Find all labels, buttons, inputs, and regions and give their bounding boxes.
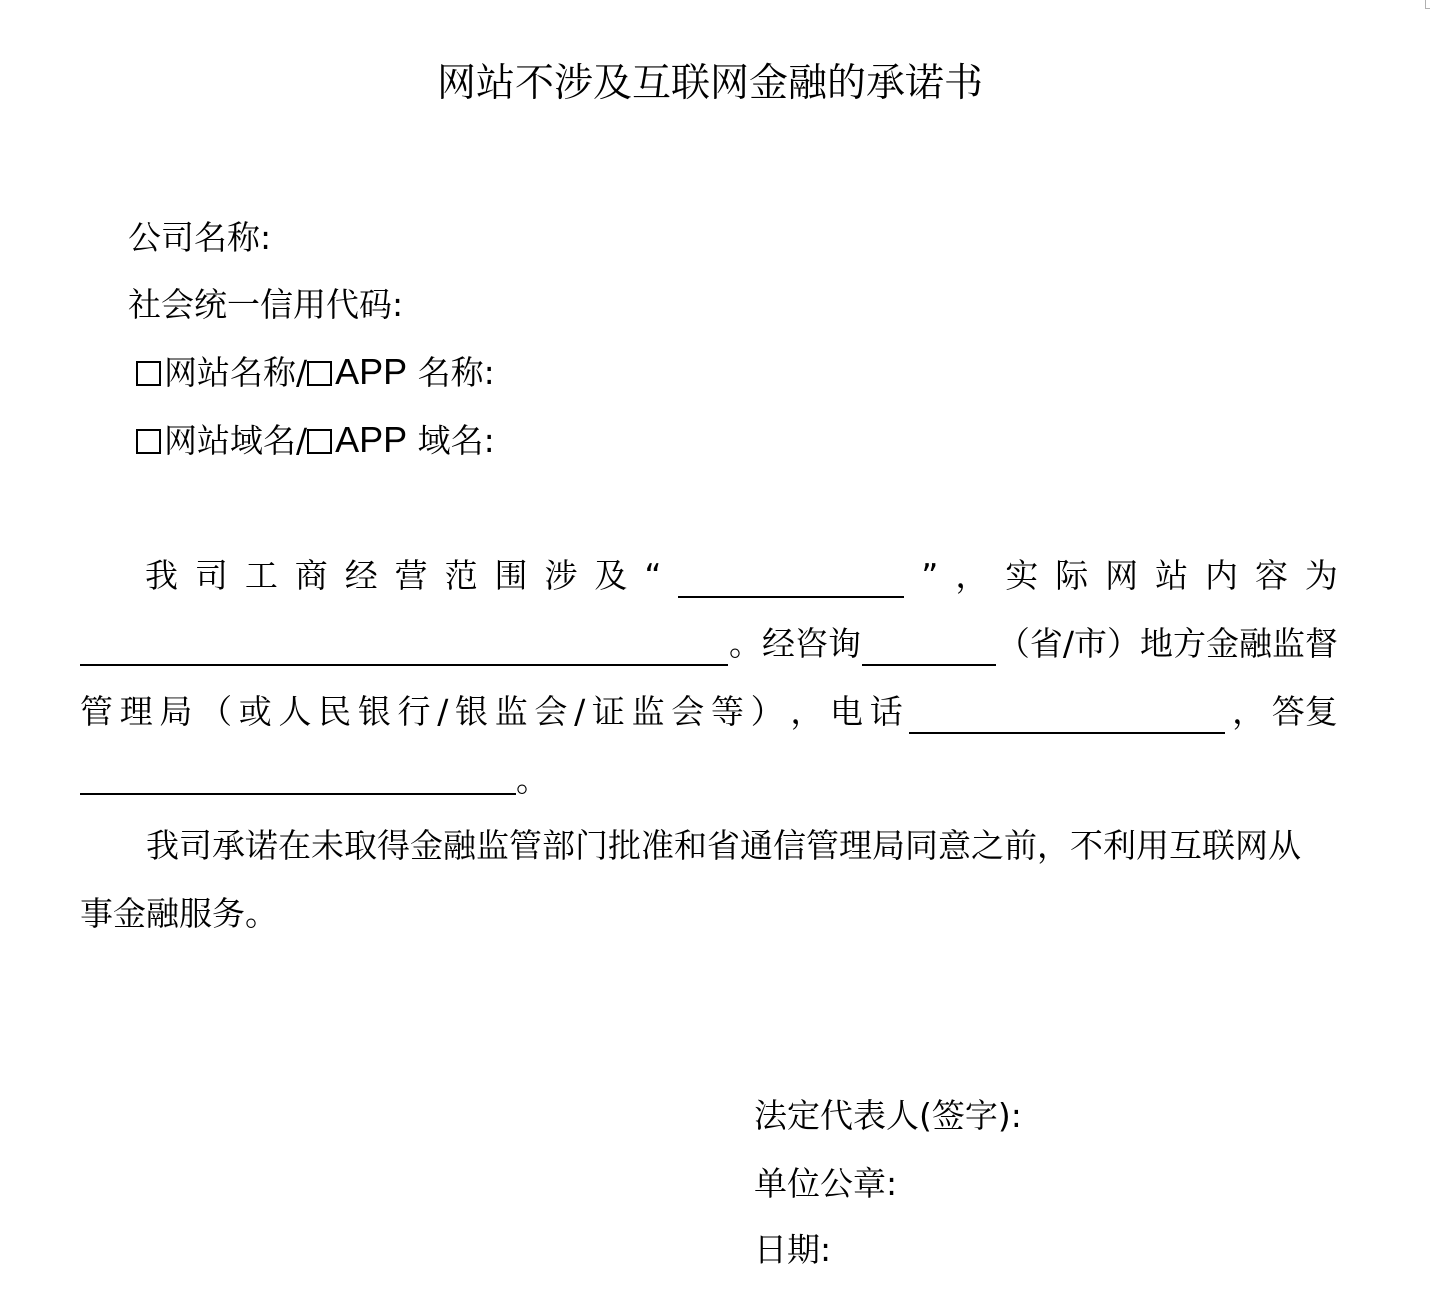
comma: ， [955,556,989,595]
char: 营 [394,556,428,595]
char: 理 [119,692,153,731]
app-domain-checkbox[interactable] [307,429,332,454]
paragraph1-line1 [80,554,1338,598]
app-label: APP [335,351,408,392]
company-name-label: 公司名称: [128,218,272,257]
reply-blank[interactable] [80,759,516,795]
char: 际 [1055,556,1089,595]
app-domain-suffix: 域名: [407,421,495,460]
char: 容 [1254,556,1288,595]
char: 网 [1105,556,1139,595]
company-name-field [128,216,271,260]
app-domain-app-label: APP [335,419,408,460]
consult-text: 。经咨询 [728,624,861,663]
char: 监 [494,692,528,731]
website-content-blank[interactable] [80,630,728,666]
phone-blank[interactable] [909,698,1225,734]
site-name-field [136,350,495,395]
char: ） [750,692,784,731]
reply-text: 答复 [1271,692,1338,731]
paragraph1-line2 [80,622,1338,666]
char: 经 [344,556,378,595]
char: 工 [244,556,278,595]
page-corner-mark [1425,0,1430,9]
char: 为 [1304,556,1338,595]
paragraph2-line1: 我司承诺在未取得金融监管部门批准和省通信管理局同意之前，不利用互联网从 [146,826,1301,865]
comma: ， [1232,692,1266,731]
site-domain-field [136,418,495,463]
char: / [574,692,586,731]
close-quote: ” [921,556,939,595]
char: 等 [710,692,744,731]
end-period: 。 [516,760,549,799]
char: 电 [830,692,863,731]
paragraph1-line3 [80,690,1338,734]
char: 站 [1155,556,1189,595]
open-quote: “ [644,556,662,595]
char: 内 [1205,556,1239,595]
char: 话 [869,692,903,731]
char: 管 [80,692,113,731]
region-blank[interactable] [862,630,996,666]
char: 会 [534,692,568,731]
char: 围 [494,556,528,595]
char: 实 [1005,556,1039,595]
char: 银 [357,692,391,731]
char: 证 [591,692,625,731]
char: 及 [594,556,628,595]
char: 民 [318,692,352,731]
paragraph1-line4 [80,758,1338,802]
char: （ [199,692,233,731]
site-domain-label: 网站域名/ [164,421,308,460]
app-name-suffix: 名称: [407,353,495,392]
paragraph2-line2: 事金融服务。 [80,894,278,933]
char: 行 [397,692,431,731]
char: 银 [455,692,488,731]
char: 司 [194,556,228,595]
char: / [437,692,449,731]
credit-code-label: 社会统一信用代码: [128,285,404,324]
char: 会 [671,692,705,731]
char: 监 [631,692,665,731]
char: 范 [444,556,478,595]
region-text: （省/市）地方金融监督 [996,624,1338,663]
credit-code-field [128,283,403,327]
document-title: 网站不涉及互联网金融的承诺书 [436,61,983,106]
site-name-label: 网站名称/ [164,353,308,392]
website-domain-checkbox[interactable] [136,429,161,454]
legal-rep-label: 法定代表人(签字): [754,1096,1022,1135]
app-checkbox[interactable] [307,361,332,386]
char: 商 [294,556,328,595]
business-scope-blank[interactable] [678,562,904,598]
char: 人 [278,692,312,731]
seal-label: 单位公章: [754,1164,898,1203]
date-label: 日期: [754,1230,832,1269]
char: 涉 [544,556,578,595]
char: 局 [159,692,193,731]
website-checkbox[interactable] [136,361,161,386]
char: 我 [144,556,178,595]
char: ， [790,692,824,731]
char: 或 [238,692,272,731]
